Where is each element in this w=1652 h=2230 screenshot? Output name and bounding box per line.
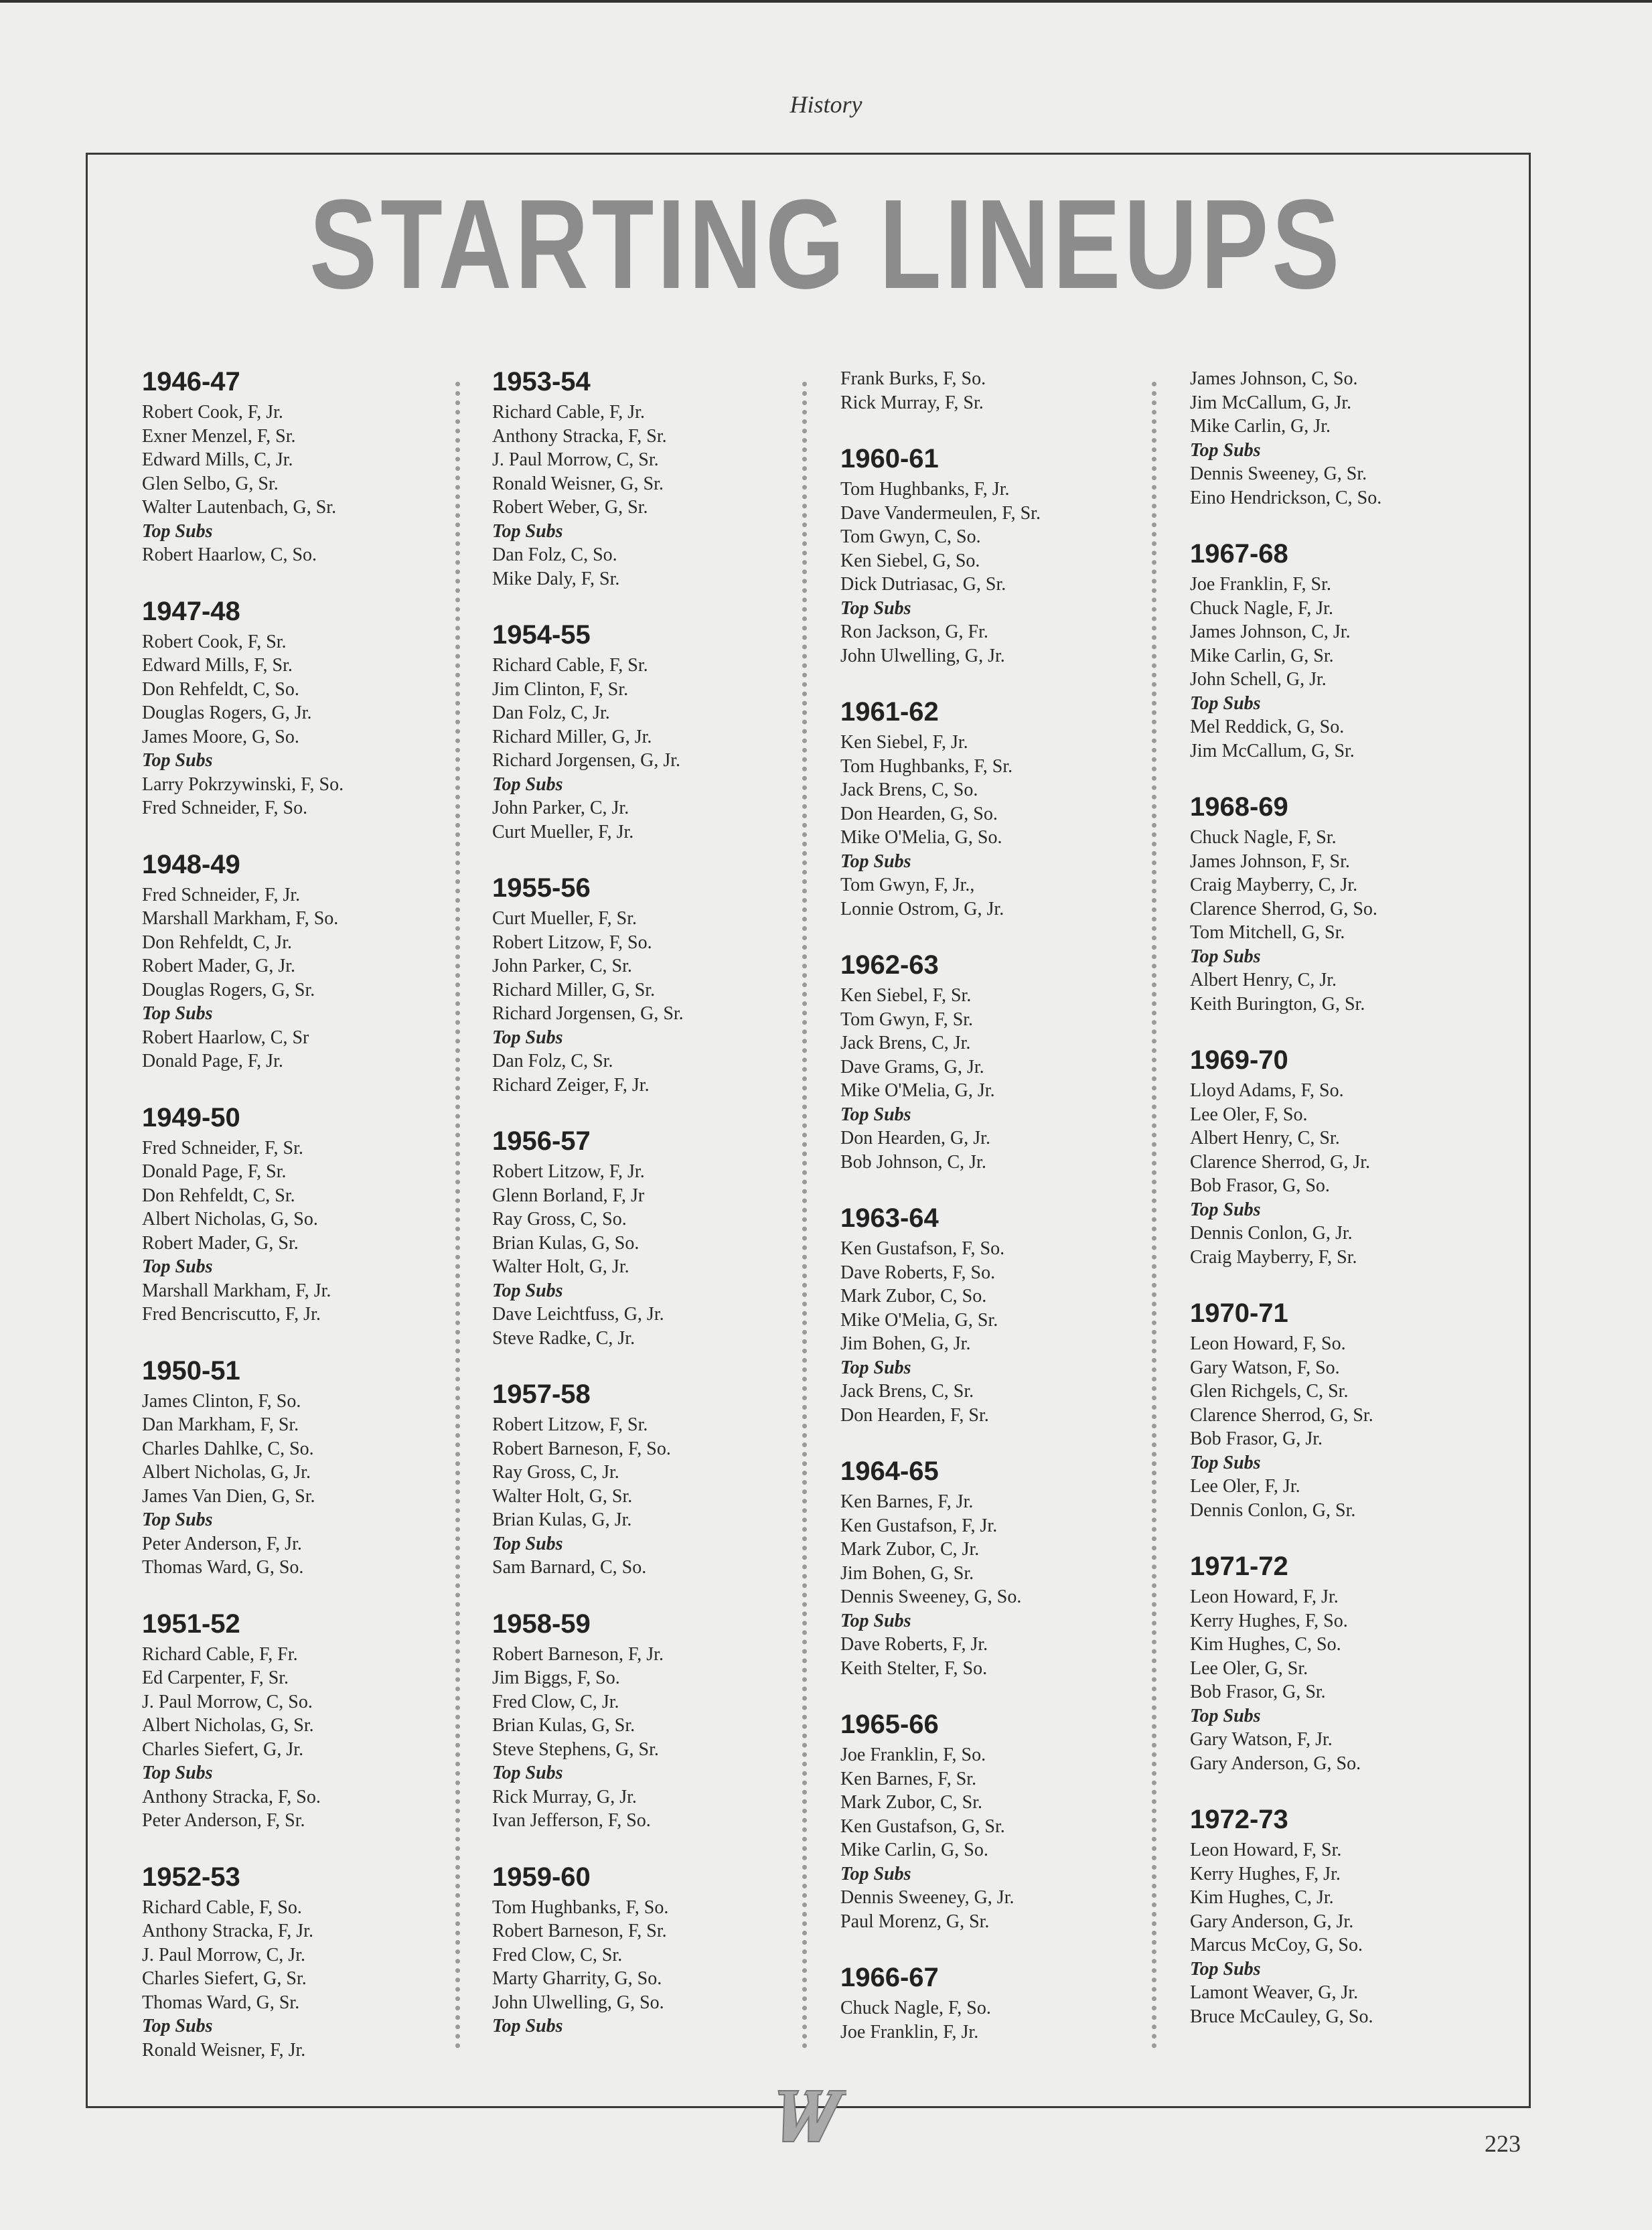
player-entry: Marshall Markham, F, So. bbox=[142, 908, 339, 929]
season-block bbox=[142, 1103, 477, 1327]
player-entry: Albert Henry, C, Jr. bbox=[1190, 970, 1337, 990]
player-entry: Robert Cook, F, Sr. bbox=[142, 631, 287, 652]
dotted-column-separator bbox=[1152, 382, 1156, 2049]
season-block bbox=[142, 367, 477, 567]
player-entry: Bruce McCauley, G, So. bbox=[1190, 2006, 1373, 2027]
player-entry: Richard Jorgensen, G, Sr. bbox=[492, 1003, 684, 1024]
season-year: 1954-55 bbox=[492, 620, 591, 650]
top-subs-label: Top Subs bbox=[840, 1610, 911, 1631]
player-entry: Tom Gwyn, F, Sr. bbox=[840, 1009, 974, 1030]
top-subs-label: Top Subs bbox=[1190, 1958, 1261, 1980]
season-year: 1950-51 bbox=[142, 1355, 240, 1386]
player-entry: Jack Brens, C, Jr. bbox=[840, 1033, 971, 1053]
player-entry: John Parker, C, Jr. bbox=[492, 798, 629, 818]
player-entry: J. Paul Morrow, C, Sr. bbox=[492, 449, 659, 470]
player-entry: Leon Howard, F, So. bbox=[1190, 1333, 1346, 1354]
top-subs-label: Top Subs bbox=[142, 2016, 213, 2036]
season-year: 1966-67 bbox=[840, 1963, 939, 1992]
player-entry: Richard Jorgensen, G, Jr. bbox=[492, 750, 680, 771]
player-entry: Jack Brens, C, So. bbox=[840, 779, 978, 800]
season-year: 1953-54 bbox=[492, 367, 591, 396]
player-entry: Richard Cable, F, Fr. bbox=[142, 1643, 298, 1665]
player-entry: Don Hearden, G, Jr. bbox=[840, 1128, 990, 1148]
player-entry: Kerry Hughes, F, So. bbox=[1190, 1610, 1348, 1631]
player-entry: Don Rehfeldt, C, Sr. bbox=[142, 1185, 295, 1206]
player-entry: Don Rehfeldt, C, So. bbox=[142, 678, 299, 700]
player-entry: Albert Nicholas, G, Sr. bbox=[142, 1715, 314, 1736]
player-entry: Jim McCallum, G, Jr. bbox=[1190, 392, 1352, 413]
player-entry: Paul Morenz, G, Sr. bbox=[840, 1911, 990, 1932]
player-entry: Chuck Nagle, F, Sr. bbox=[1190, 827, 1337, 848]
player-entry: Dennis Conlon, G, Sr. bbox=[1190, 1499, 1356, 1521]
player-entry: Ronald Weisner, F, Jr. bbox=[142, 2039, 306, 2061]
player-entry: Anthony Stracka, F, So. bbox=[142, 1786, 321, 1807]
player-entry: Craig Mayberry, F, Sr. bbox=[1190, 1246, 1357, 1268]
player-entry: Marcus McCoy, G, So. bbox=[1190, 1935, 1363, 1955]
player-entry: Richard Cable, F, Jr. bbox=[492, 402, 645, 423]
player-entry: Brian Kulas, G, Jr. bbox=[492, 1509, 632, 1530]
player-entry: Lloyd Adams, F, So. bbox=[1190, 1080, 1344, 1101]
season-year: 1968-69 bbox=[1190, 792, 1288, 822]
player-entry: Lonnie Ostrom, G, Jr. bbox=[840, 898, 1004, 919]
player-entry: Mike O'Melia, G, Jr. bbox=[840, 1080, 995, 1101]
player-entry: Ron Jackson, G, Fr. bbox=[840, 621, 988, 642]
player-entry: Donald Page, F, Jr. bbox=[142, 1051, 283, 1071]
player-entry: Kim Hughes, C, So. bbox=[1190, 1634, 1341, 1655]
player-entry: Marty Gharrity, G, So. bbox=[492, 1968, 662, 1989]
player-entry: Jim Bohen, G, Jr. bbox=[840, 1333, 971, 1354]
season-year: 1961-62 bbox=[840, 697, 939, 727]
top-subs-label: Top Subs bbox=[1190, 439, 1261, 461]
player-entry: Gary Anderson, G, Jr. bbox=[1190, 1911, 1354, 1932]
player-entry: Fred Schneider, F, Sr. bbox=[142, 1137, 303, 1159]
player-entry: Thomas Ward, G, So. bbox=[142, 1557, 304, 1578]
player-entry: Ray Gross, C, Jr. bbox=[492, 1462, 619, 1483]
player-entry: Thomas Ward, G, Sr. bbox=[142, 1992, 300, 2013]
player-entry: Steve Stephens, G, Sr. bbox=[492, 1738, 659, 1760]
player-entry: Gary Watson, F, So. bbox=[1190, 1357, 1340, 1378]
player-entry: Fred Clow, C, Jr. bbox=[492, 1691, 619, 1712]
season-block bbox=[1190, 539, 1525, 763]
player-entry: Walter Lautenbach, G, Sr. bbox=[142, 497, 337, 518]
player-entry: Dave Roberts, F, So. bbox=[840, 1262, 996, 1283]
season-year: 1969-70 bbox=[1190, 1045, 1288, 1075]
player-entry: Dick Dutriasac, G, Sr. bbox=[840, 574, 1006, 595]
player-entry: Curt Mueller, F, Sr. bbox=[492, 908, 637, 929]
player-entry: Richard Miller, G, Sr. bbox=[492, 979, 656, 1000]
player-entry: Charles Siefert, G, Sr. bbox=[142, 1968, 307, 1989]
player-entry: Donald Page, F, Sr. bbox=[142, 1161, 287, 1182]
player-entry: Richard Miller, G, Jr. bbox=[492, 726, 652, 747]
player-entry: Dennis Conlon, G, Jr. bbox=[1190, 1223, 1353, 1244]
season-year: 1971-72 bbox=[1190, 1552, 1288, 1581]
wisconsin-w-logo-icon bbox=[771, 2085, 846, 2146]
player-entry: Tom Hughbanks, F, Sr. bbox=[840, 755, 1013, 777]
lineup-column-4 bbox=[1190, 367, 1525, 2058]
player-entry: Walter Holt, G, Sr. bbox=[492, 1485, 633, 1507]
top-subs-label: Top Subs bbox=[492, 2016, 563, 2036]
player-entry: Jim Biggs, F, So. bbox=[492, 1667, 620, 1688]
player-entry: James Van Dien, G, Sr. bbox=[142, 1485, 315, 1507]
player-entry: J. Paul Morrow, C, So. bbox=[142, 1691, 313, 1712]
player-entry: Albert Henry, C, Sr. bbox=[1190, 1128, 1340, 1148]
player-entry: Fred Clow, C, Sr. bbox=[492, 1944, 623, 1965]
player-entry: Ken Barnes, F, Jr. bbox=[840, 1491, 974, 1512]
top-subs-label: Top Subs bbox=[142, 1509, 213, 1530]
player-entry: Dave Leichtfuss, G, Jr. bbox=[492, 1304, 664, 1325]
player-entry: Gary Anderson, G, So. bbox=[1190, 1753, 1361, 1774]
player-entry: Dennis Sweeney, G, So. bbox=[840, 1586, 1022, 1607]
player-entry: Ken Gustafson, G, Sr. bbox=[840, 1815, 1005, 1837]
player-entry: Kim Hughes, C, Jr. bbox=[1190, 1887, 1334, 1908]
season-block bbox=[142, 597, 477, 820]
lineup-column-3 bbox=[840, 367, 1175, 2073]
season-year: 1970-71 bbox=[1190, 1298, 1288, 1328]
player-entry: Charles Dahlke, C, So. bbox=[142, 1438, 314, 1459]
top-subs-label: Top Subs bbox=[142, 1256, 213, 1277]
top-subs-label: Top Subs bbox=[492, 1763, 563, 1783]
player-entry: Robert Weber, G, Sr. bbox=[492, 497, 648, 518]
player-entry: Dan Markham, F, Sr. bbox=[142, 1414, 299, 1435]
season-year: 1949-50 bbox=[142, 1102, 240, 1132]
season-year: 1957-58 bbox=[492, 1380, 591, 1409]
season-year: 1962-63 bbox=[840, 950, 939, 980]
season-year: 1955-56 bbox=[492, 873, 591, 903]
player-entry: Clarence Sherrod, G, Sr. bbox=[1190, 1404, 1373, 1426]
player-entry: Larry Pokrzywinski, F, So. bbox=[142, 773, 344, 795]
player-entry: Bob Frasor, G, Jr. bbox=[1190, 1428, 1323, 1449]
player-entry: Glenn Borland, F, Jr bbox=[492, 1185, 645, 1206]
season-block bbox=[840, 1203, 1175, 1427]
player-entry: Edward Mills, C, Jr. bbox=[142, 449, 293, 470]
season-block bbox=[840, 697, 1175, 921]
player-entry: Fred Schneider, F, So. bbox=[142, 798, 308, 818]
player-entry: Brian Kulas, G, So. bbox=[492, 1232, 640, 1254]
player-entry: Dan Folz, C, Jr. bbox=[492, 702, 610, 723]
player-entry: Richard Cable, F, Sr. bbox=[492, 655, 648, 676]
season-block bbox=[840, 1963, 1175, 2044]
player-entry: Mark Zubor, C, So. bbox=[840, 1286, 987, 1307]
season-block bbox=[1190, 367, 1525, 510]
player-entry: Douglas Rogers, G, Sr. bbox=[142, 979, 315, 1000]
player-entry: Mel Reddick, G, So. bbox=[1190, 717, 1345, 737]
season-year: 1972-73 bbox=[1190, 1805, 1288, 1834]
player-entry: Richard Zeiger, F, Jr. bbox=[492, 1074, 650, 1096]
player-entry: Chuck Nagle, F, So. bbox=[840, 1998, 991, 2018]
player-entry: Robert Barneson, F, Jr. bbox=[492, 1643, 664, 1665]
season-block bbox=[492, 1862, 827, 2038]
player-entry: Bob Frasor, G, Sr. bbox=[1190, 1682, 1326, 1702]
running-head: History bbox=[790, 91, 862, 118]
season-year: 1956-57 bbox=[492, 1126, 591, 1156]
player-entry: James Johnson, F, Sr. bbox=[1190, 850, 1350, 872]
season-block bbox=[142, 1609, 477, 1833]
player-entry: Ivan Jefferson, F, So. bbox=[492, 1810, 651, 1831]
player-entry: Fred Schneider, F, Jr. bbox=[142, 884, 301, 905]
top-subs-label: Top Subs bbox=[492, 1280, 563, 1301]
player-entry: Charles Siefert, G, Jr. bbox=[142, 1738, 304, 1760]
player-entry: Clarence Sherrod, G, So. bbox=[1190, 898, 1377, 919]
player-entry: Jack Brens, C, Sr. bbox=[840, 1381, 974, 1402]
player-entry: Bob Frasor, G, So. bbox=[1190, 1175, 1330, 1196]
player-entry: Mike Carlin, G, Sr. bbox=[1190, 645, 1334, 666]
season-block bbox=[840, 1457, 1175, 1680]
player-entry: Mike O'Melia, G, So. bbox=[840, 827, 1002, 848]
season-block bbox=[492, 367, 827, 591]
player-entry: Rick Murray, G, Jr. bbox=[492, 1786, 637, 1807]
top-subs-label: Top Subs bbox=[840, 1104, 911, 1125]
player-entry: James Johnson, C, So. bbox=[1190, 368, 1358, 389]
player-entry: Chuck Nagle, F, Jr. bbox=[1190, 597, 1333, 619]
season-year: 1967-68 bbox=[1190, 539, 1288, 569]
season-year: 1958-59 bbox=[492, 1609, 591, 1639]
player-entry: Jim Clinton, F, Sr. bbox=[492, 678, 629, 700]
player-entry: Sam Barnard, C, So. bbox=[492, 1557, 647, 1578]
season-year: 1946-47 bbox=[142, 367, 240, 396]
season-block bbox=[840, 950, 1175, 1174]
player-entry: Anthony Stracka, F, Sr. bbox=[492, 425, 667, 447]
season-year: 1951-52 bbox=[142, 1609, 240, 1639]
player-entry: Tom Gwyn, F, Jr., bbox=[840, 875, 975, 895]
player-entry: Exner Menzel, F, Sr. bbox=[142, 425, 296, 447]
player-entry: Ken Siebel, G, So. bbox=[840, 550, 980, 571]
player-entry: James Moore, G, So. bbox=[142, 726, 299, 747]
top-subs-label: Top Subs bbox=[840, 597, 911, 619]
season-block bbox=[1190, 1552, 1525, 1775]
player-entry: Ken Siebel, F, Sr. bbox=[840, 985, 972, 1006]
player-entry: Dave Grams, G, Jr. bbox=[840, 1056, 984, 1077]
top-subs-label: Top Subs bbox=[1190, 946, 1261, 967]
page-number: 223 bbox=[1485, 2130, 1521, 2157]
player-entry: Tom Gwyn, C, So. bbox=[840, 526, 981, 547]
player-entry: Robert Litzow, F, Jr. bbox=[492, 1161, 645, 1182]
season-block bbox=[142, 850, 477, 1073]
player-entry: Lee Oler, G, Sr. bbox=[1190, 1657, 1308, 1679]
player-entry: Anthony Stracka, F, Jr. bbox=[142, 1921, 313, 1941]
top-subs-label: Top Subs bbox=[492, 773, 563, 795]
season-year: 1948-49 bbox=[142, 849, 240, 879]
season-year: 1963-64 bbox=[840, 1203, 939, 1233]
player-entry: Robert Cook, F, Jr. bbox=[142, 402, 283, 423]
top-subs-label: Top Subs bbox=[142, 750, 213, 771]
player-entry: Steve Radke, C, Jr. bbox=[492, 1327, 635, 1349]
top-subs-label: Top Subs bbox=[142, 1763, 213, 1783]
season-year: 1964-65 bbox=[840, 1457, 939, 1486]
player-entry: Keith Stelter, F, So. bbox=[840, 1657, 988, 1679]
player-entry: Ray Gross, C, So. bbox=[492, 1209, 627, 1230]
player-entry: Douglas Rogers, G, Jr. bbox=[142, 702, 312, 723]
season-block bbox=[840, 444, 1175, 668]
season-block bbox=[492, 620, 827, 844]
player-entry: Peter Anderson, F, Jr. bbox=[142, 1533, 302, 1554]
top-subs-label: Top Subs bbox=[1190, 1452, 1261, 1473]
top-subs-label: Top Subs bbox=[1190, 1705, 1261, 1726]
player-entry: Albert Nicholas, G, Jr. bbox=[142, 1462, 311, 1483]
player-entry: Clarence Sherrod, G, Jr. bbox=[1190, 1151, 1371, 1173]
player-entry: John Ulwelling, G, Jr. bbox=[840, 645, 1005, 666]
player-entry: Robert Haarlow, C, So. bbox=[142, 544, 317, 565]
player-entry: Mark Zubor, C, Jr. bbox=[840, 1539, 980, 1560]
season-block bbox=[840, 367, 1175, 415]
player-entry: Ken Barnes, F, Sr. bbox=[840, 1768, 977, 1789]
season-year: 1959-60 bbox=[492, 1862, 591, 1892]
season-block bbox=[840, 1710, 1175, 1933]
player-entry: Mike Carlin, G, Jr. bbox=[1190, 416, 1331, 437]
top-subs-label: Top Subs bbox=[840, 1863, 911, 1884]
player-entry: Mike O'Melia, G, Sr. bbox=[840, 1309, 998, 1331]
player-entry: John Ulwelling, G, So. bbox=[492, 1992, 664, 2013]
player-entry: James Clinton, F, So. bbox=[142, 1390, 301, 1412]
top-subs-label: Top Subs bbox=[492, 520, 563, 542]
player-entry: Rick Murray, F, Sr. bbox=[840, 392, 984, 413]
season-block bbox=[492, 873, 827, 1097]
player-entry: Leon Howard, F, Jr. bbox=[1190, 1586, 1339, 1607]
player-entry: Fred Bencriscutto, F, Jr. bbox=[142, 1304, 321, 1325]
player-entry: Ronald Weisner, G, Sr. bbox=[492, 473, 664, 494]
player-entry: Mike Carlin, G, So. bbox=[840, 1840, 988, 1860]
top-subs-label: Top Subs bbox=[840, 850, 911, 872]
lineup-column-2 bbox=[492, 367, 827, 2068]
player-entry: Tom Hughbanks, F, So. bbox=[492, 1897, 669, 1918]
player-entry: Dave Roberts, F, Jr. bbox=[840, 1634, 988, 1655]
player-entry: Robert Barneson, F, Sr. bbox=[492, 1921, 667, 1941]
player-entry: Dennis Sweeney, G, Jr. bbox=[840, 1887, 1015, 1908]
player-entry: Marshall Markham, F, Jr. bbox=[142, 1280, 331, 1301]
player-entry: Jim Bohen, G, Sr. bbox=[840, 1562, 974, 1584]
top-subs-label: Top Subs bbox=[492, 1533, 563, 1554]
player-entry: Mike Daly, F, Sr. bbox=[492, 568, 620, 589]
player-entry: Robert Haarlow, C, Sr bbox=[142, 1027, 309, 1048]
player-entry: Tom Hughbanks, F, Jr. bbox=[840, 479, 1010, 500]
player-entry: Don Rehfeldt, C, Jr. bbox=[142, 932, 292, 953]
player-entry: Ed Carpenter, F, Sr. bbox=[142, 1667, 289, 1688]
player-entry: John Parker, C, Sr. bbox=[492, 956, 632, 976]
player-entry: Richard Cable, F, So. bbox=[142, 1897, 302, 1918]
dotted-column-separator bbox=[455, 382, 460, 2049]
player-entry: Don Hearden, F, Sr. bbox=[840, 1404, 989, 1426]
player-entry: Ken Gustafson, F, So. bbox=[840, 1238, 1005, 1259]
season-year: 1960-61 bbox=[840, 444, 939, 473]
season-year: 1947-48 bbox=[142, 596, 240, 626]
top-subs-label: Top Subs bbox=[492, 1027, 563, 1048]
player-entry: Robert Mader, G, Jr. bbox=[142, 956, 296, 976]
top-subs-label: Top Subs bbox=[840, 1357, 911, 1378]
top-subs-label: Top Subs bbox=[1190, 692, 1261, 714]
player-entry: Don Hearden, G, So. bbox=[840, 803, 998, 824]
player-entry: J. Paul Morrow, C, Jr. bbox=[142, 1944, 305, 1965]
page-title: STARTING LINEUPS bbox=[309, 173, 1343, 315]
player-entry: Glen Richgels, C, Sr. bbox=[1190, 1381, 1349, 1402]
player-entry: Dan Folz, C, Sr. bbox=[492, 1051, 613, 1071]
player-entry: Jim McCallum, G, Sr. bbox=[1190, 740, 1355, 761]
player-entry: Leon Howard, F, Sr. bbox=[1190, 1840, 1342, 1860]
player-entry: Curt Mueller, F, Jr. bbox=[492, 821, 634, 842]
player-entry: Brian Kulas, G, Sr. bbox=[492, 1715, 635, 1736]
season-block bbox=[1190, 1805, 1525, 2028]
player-entry: Robert Litzow, F, Sr. bbox=[492, 1414, 648, 1435]
player-entry: Walter Holt, G, Jr. bbox=[492, 1256, 629, 1277]
season-block bbox=[492, 1609, 827, 1833]
player-entry: Ken Siebel, F, Jr. bbox=[840, 732, 968, 753]
dotted-column-separator bbox=[802, 382, 807, 2049]
season-block bbox=[492, 1380, 827, 1580]
season-block bbox=[1190, 1045, 1525, 1269]
season-block bbox=[142, 1862, 477, 2063]
player-entry: Kerry Hughes, F, Jr. bbox=[1190, 1863, 1341, 1884]
page-top-rule bbox=[0, 0, 1652, 3]
player-entry: Robert Barneson, F, So. bbox=[492, 1438, 671, 1459]
player-entry: Mark Zubor, C, Sr. bbox=[840, 1792, 982, 1813]
player-entry: Bob Johnson, C, Jr. bbox=[840, 1151, 986, 1173]
player-entry: Lee Oler, F, Jr. bbox=[1190, 1476, 1300, 1497]
player-entry: Joe Franklin, F, Sr. bbox=[1190, 574, 1331, 595]
player-entry: Albert Nicholas, G, So. bbox=[142, 1209, 318, 1230]
season-block bbox=[142, 1356, 477, 1580]
player-entry: Eino Hendrickson, C, So. bbox=[1190, 487, 1382, 508]
season-block bbox=[492, 1126, 827, 1350]
top-subs-label: Top Subs bbox=[142, 1003, 213, 1024]
player-entry: James Johnson, C, Jr. bbox=[1190, 621, 1351, 642]
player-entry: Joe Franklin, F, Jr. bbox=[840, 2021, 979, 2042]
player-entry: Craig Mayberry, C, Jr. bbox=[1190, 875, 1358, 895]
player-entry: Joe Franklin, F, So. bbox=[840, 1744, 986, 1765]
player-entry: Dave Vandermeulen, F, Sr. bbox=[840, 502, 1041, 524]
top-subs-label: Top Subs bbox=[1190, 1199, 1261, 1220]
player-entry: Edward Mills, F, Sr. bbox=[142, 655, 293, 676]
player-entry: John Schell, G, Jr. bbox=[1190, 669, 1327, 690]
season-year: 1952-53 bbox=[142, 1862, 240, 1892]
season-year: 1965-66 bbox=[840, 1710, 939, 1739]
player-entry: Ken Gustafson, F, Jr. bbox=[840, 1515, 998, 1536]
player-entry: Frank Burks, F, So. bbox=[840, 368, 986, 389]
player-entry: Lee Oler, F, So. bbox=[1190, 1104, 1308, 1125]
top-subs-label: Top Subs bbox=[142, 520, 213, 542]
player-entry: Glen Selbo, G, Sr. bbox=[142, 473, 279, 494]
season-block bbox=[1190, 792, 1525, 1016]
player-entry: Gary Watson, F, Jr. bbox=[1190, 1729, 1333, 1750]
player-entry: Peter Anderson, F, Sr. bbox=[142, 1810, 305, 1831]
player-entry: Keith Burington, G, Sr. bbox=[1190, 993, 1365, 1015]
player-entry: Lamont Weaver, G, Jr. bbox=[1190, 1982, 1359, 2003]
player-entry: Robert Mader, G, Sr. bbox=[142, 1232, 299, 1254]
player-entry: Dennis Sweeney, G, Sr. bbox=[1190, 463, 1367, 484]
player-entry: Robert Litzow, F, So. bbox=[492, 932, 652, 953]
player-entry: Tom Mitchell, G, Sr. bbox=[1190, 922, 1345, 943]
lineup-column-1 bbox=[142, 367, 477, 2091]
player-entry: Dan Folz, C, So. bbox=[492, 544, 617, 565]
season-block bbox=[1190, 1298, 1525, 1522]
